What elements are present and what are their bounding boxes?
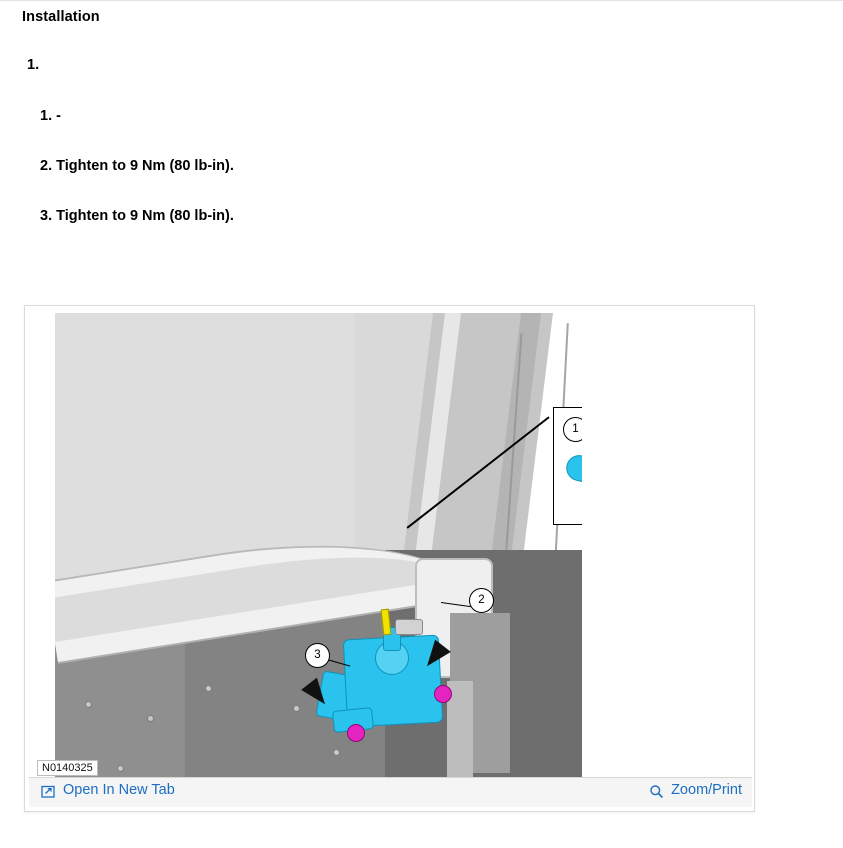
substep-3-label: 3. <box>40 208 53 224</box>
panel-hole <box>205 685 212 692</box>
substep-3 <box>40 208 234 224</box>
external-link-icon <box>41 784 56 799</box>
panel-hole <box>293 705 300 712</box>
zoom-print-button[interactable] <box>649 782 742 798</box>
substep-1 <box>40 108 61 124</box>
page-top-divider <box>0 0 843 1</box>
page-title: Installation <box>22 9 100 25</box>
inset-motor-arm <box>564 453 582 490</box>
fastener-bolt <box>347 724 365 742</box>
substep-2 <box>40 158 234 174</box>
magnifier-icon <box>649 784 664 799</box>
callout-3: 3 <box>305 643 330 668</box>
image-id-label: N0140325 <box>37 760 98 776</box>
step-number: 1. <box>27 57 40 73</box>
figure-image[interactable] <box>29 310 752 780</box>
connector-plug <box>395 619 423 635</box>
panel-hole <box>85 701 92 708</box>
panel-hole <box>117 765 124 772</box>
callout-2: 2 <box>469 588 494 613</box>
substep-2-text: Tighten to 9 Nm (80 lb-in). <box>56 158 234 174</box>
figure-toolbar <box>29 777 752 807</box>
substep-3-text: Tighten to 9 Nm (80 lb-in). <box>56 208 234 224</box>
technical-illustration <box>55 313 582 780</box>
figure-card <box>24 305 755 812</box>
fastener-bolt <box>434 685 452 703</box>
substep-1-label: 1. <box>40 108 53 124</box>
panel-hole <box>147 715 154 722</box>
panel-hole <box>333 749 340 756</box>
substep-2-label: 2. <box>40 158 53 174</box>
callout-1: 1 <box>563 417 582 442</box>
open-in-new-tab-label: Open In New Tab <box>63 782 175 798</box>
substep-1-text: - <box>56 108 61 124</box>
zoom-print-label: Zoom/Print <box>671 782 742 798</box>
open-in-new-tab-button[interactable] <box>41 782 175 798</box>
